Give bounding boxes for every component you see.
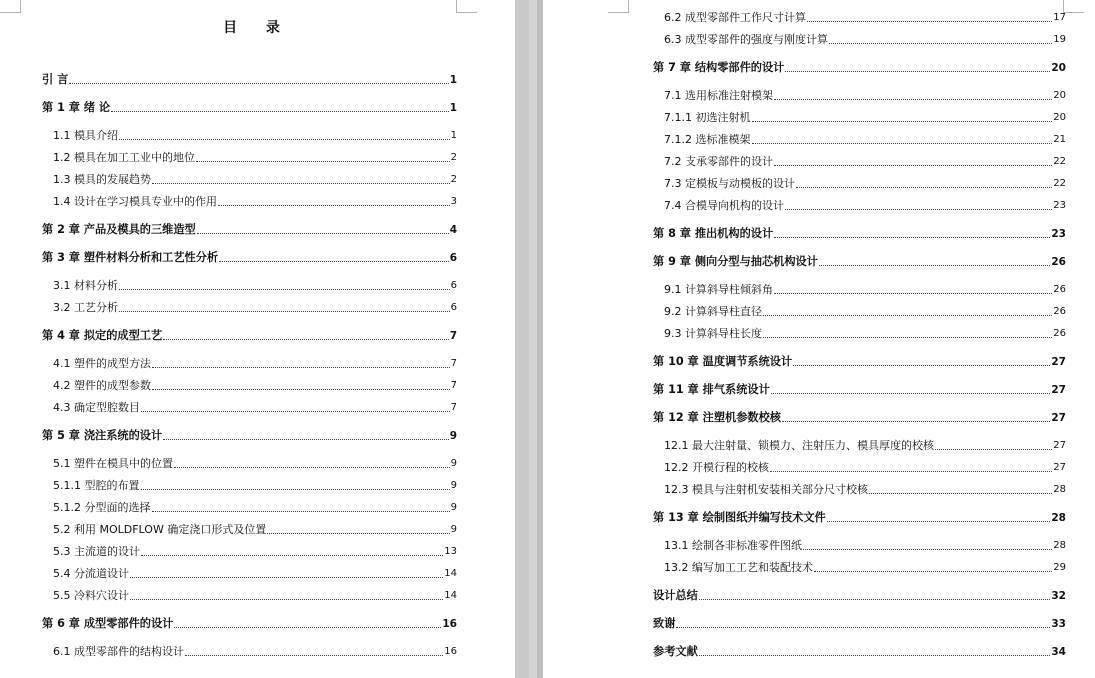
toc-section-entry[interactable] <box>664 561 1066 575</box>
toc-entry-label: 第 8 章 推出机构的设计 <box>653 227 774 240</box>
toc-dot-leader <box>807 21 1052 22</box>
toc-chapter-entry[interactable] <box>653 383 1066 397</box>
toc-dot-leader <box>196 161 450 162</box>
toc-page-number: 9 <box>450 524 457 535</box>
toc-page-number: 20 <box>1053 112 1066 123</box>
toc-page-number: 28 <box>1053 484 1066 495</box>
toc-dot-leader <box>793 365 1050 366</box>
toc-section-entry[interactable] <box>53 195 457 209</box>
toc-entry-label: 5.2 利用 MOLDFLOW 确定浇口形式及位置 <box>53 523 267 536</box>
toc-section-entry[interactable] <box>53 501 457 515</box>
toc-dot-leader <box>163 439 449 440</box>
toc-page-number: 6 <box>449 252 457 264</box>
toc-title: 目 录 <box>223 20 292 36</box>
toc-entry-label: 7.4 合模导向机构的设计 <box>664 199 784 212</box>
toc-dot-leader <box>827 521 1051 522</box>
toc-page-number: 1 <box>449 102 457 114</box>
toc-section-entry[interactable] <box>664 283 1066 297</box>
page-gutter <box>515 0 543 678</box>
toc-dot-leader <box>130 599 443 600</box>
toc-page-number: 9 <box>450 502 457 513</box>
toc-page-number: 22 <box>1053 178 1066 189</box>
toc-page-number: 23 <box>1051 228 1066 240</box>
toc-chapter-entry[interactable] <box>42 223 457 237</box>
toc-page-number: 13 <box>444 546 457 557</box>
toc-entry-label: 7.3 定模板与动模板的设计 <box>664 177 795 190</box>
toc-entry-label: 5.1.1 型腔的布置 <box>53 479 140 492</box>
toc-entry-label: 5.3 主流道的设计 <box>53 545 140 558</box>
toc-dot-leader <box>141 411 450 412</box>
toc-section-entry[interactable] <box>53 151 457 165</box>
toc-dot-leader <box>770 471 1052 472</box>
toc-page-number: 6 <box>450 280 457 291</box>
toc-dot-leader <box>119 311 450 312</box>
toc-chapter-entry[interactable] <box>653 645 1066 659</box>
toc-page-number: 32 <box>1051 590 1066 602</box>
toc-entry-label: 7.1.1 初选注射机 <box>664 111 751 124</box>
toc-section-entry[interactable] <box>664 155 1066 169</box>
toc-entry-label: 第 7 章 结构零部件的设计 <box>653 61 785 74</box>
toc-page-number: 21 <box>1053 134 1066 145</box>
toc-entry-label: 第 6 章 成型零部件的设计 <box>42 617 174 630</box>
toc-dot-leader <box>174 467 450 468</box>
toc-page-number: 34 <box>1051 646 1066 658</box>
toc-entry-label: 12.3 模具与注射机安装相关部分尺寸校核 <box>664 483 868 496</box>
toc-page-number: 20 <box>1051 62 1066 74</box>
toc-section-entry[interactable] <box>664 539 1066 553</box>
toc-dot-leader <box>803 549 1052 550</box>
toc-section-entry[interactable] <box>664 33 1066 47</box>
toc-entry-label: 致谢 <box>653 617 676 630</box>
toc-entry-label: 13.1 绘制各非标准零件图纸 <box>664 539 802 552</box>
toc-entry-label: 5.4 分流道设计 <box>53 567 129 580</box>
toc-section-entry[interactable] <box>664 199 1066 213</box>
toc-page-number: 26 <box>1051 256 1066 268</box>
toc-chapter-entry[interactable] <box>653 227 1066 241</box>
toc-chapter-entry[interactable] <box>42 329 457 343</box>
toc-dot-leader <box>130 577 443 578</box>
toc-entry-label: 第 1 章 绪 论 <box>42 101 111 114</box>
toc-dot-leader <box>152 183 450 184</box>
toc-dot-leader <box>785 209 1052 210</box>
toc-dot-leader <box>152 367 450 368</box>
toc-chapter-entry[interactable] <box>653 255 1066 269</box>
toc-dot-leader <box>935 449 1052 450</box>
toc-page-number: 29 <box>1053 562 1066 573</box>
toc-dot-leader <box>676 627 1050 628</box>
toc-page-number: 28 <box>1051 512 1066 524</box>
toc-page-number: 19 <box>1053 34 1066 45</box>
toc-chapter-entry[interactable] <box>42 617 457 631</box>
toc-chapter-entry[interactable] <box>653 511 1066 525</box>
toc-entry-label: 7.2 支承零部件的设计 <box>664 155 773 168</box>
toc-section-entry[interactable] <box>53 379 457 393</box>
toc-entry-label: 参考文献 <box>653 645 698 658</box>
toc-page-number: 4 <box>449 224 457 236</box>
toc-section-entry[interactable] <box>53 129 457 143</box>
toc-chapter-entry[interactable] <box>653 589 1066 603</box>
toc-entry-label: 7.1.2 选标准模架 <box>664 133 751 146</box>
toc-page-number: 9 <box>450 458 457 469</box>
toc-page-number: 22 <box>1053 156 1066 167</box>
toc-page-number: 6 <box>450 302 457 313</box>
toc-section-entry[interactable] <box>53 479 457 493</box>
toc-section-entry[interactable] <box>53 545 457 559</box>
toc-page-number: 27 <box>1051 356 1066 368</box>
toc-page-number: 3 <box>450 196 457 207</box>
toc-section-entry[interactable] <box>664 111 1066 125</box>
toc-entry-label: 第 10 章 温度调节系统设计 <box>653 355 793 368</box>
toc-section-entry[interactable] <box>53 567 457 581</box>
toc-page-number: 9 <box>449 430 457 442</box>
toc-chapter-entry[interactable] <box>653 355 1066 369</box>
toc-dot-leader <box>69 83 448 84</box>
toc-entry-label: 第 2 章 产品及模具的三维造型 <box>42 223 196 236</box>
toc-dot-leader <box>163 339 449 340</box>
toc-chapter-entry[interactable] <box>42 73 457 87</box>
toc-dot-leader <box>152 389 450 390</box>
toc-dot-leader <box>771 393 1051 394</box>
toc-dot-leader <box>763 315 1052 316</box>
toc-dot-leader <box>185 655 443 656</box>
crop-mark-top-right <box>456 0 477 13</box>
toc-entry-label: 第 12 章 注塑机参数校核 <box>653 411 781 424</box>
toc-section-entry[interactable] <box>664 133 1066 147</box>
toc-dot-leader <box>141 555 443 556</box>
toc-dot-leader <box>197 233 449 234</box>
toc-entry-label: 引 言 <box>42 73 69 86</box>
toc-entry-label: 第 13 章 绘制图纸并编写技术文件 <box>653 511 826 524</box>
toc-entry-label: 9.1 计算斜导柱倾斜角 <box>664 283 773 296</box>
toc-page-number: 33 <box>1051 618 1066 630</box>
toc-page-number: 14 <box>444 590 457 601</box>
toc-dot-leader <box>774 99 1052 100</box>
gutter-shadow-left <box>515 0 529 678</box>
toc-dot-leader <box>152 511 450 512</box>
toc-entry-label: 5.1.2 分型面的选择 <box>53 501 151 514</box>
toc-page-number: 27 <box>1051 412 1066 424</box>
toc-entry-label: 1.4 设计在学习模具专业中的作用 <box>53 195 217 208</box>
toc-dot-leader <box>219 261 449 262</box>
toc-dot-leader <box>796 187 1052 188</box>
toc-chapter-entry[interactable] <box>42 251 457 265</box>
toc-page-number: 14 <box>444 568 457 579</box>
toc-entry-label: 7.1 选用标准注射模架 <box>664 89 773 102</box>
toc-page-number: 17 <box>1053 12 1066 23</box>
toc-page-number: 20 <box>1053 90 1066 101</box>
toc-entry-label: 9.2 计算斜导柱直径 <box>664 305 762 318</box>
toc-entry-label: 1.1 模具介绍 <box>53 129 118 142</box>
toc-dot-leader <box>699 599 1051 600</box>
toc-dot-leader <box>752 121 1053 122</box>
toc-entry-label: 6.2 成型零部件工作尺寸计算 <box>664 11 806 24</box>
toc-entry-label: 4.1 塑件的成型方法 <box>53 357 151 370</box>
document-page-right <box>543 0 1095 678</box>
toc-page-number: 27 <box>1053 462 1066 473</box>
toc-dot-leader <box>218 205 450 206</box>
toc-chapter-entry[interactable] <box>42 429 457 443</box>
toc-chapter-entry[interactable] <box>653 411 1066 425</box>
toc-entry-label: 3.2 工艺分析 <box>53 301 118 314</box>
toc-section-entry[interactable] <box>664 305 1066 319</box>
toc-page-number: 16 <box>442 618 457 630</box>
toc-dot-leader <box>141 489 450 490</box>
toc-dot-leader <box>785 71 1050 72</box>
toc-dot-leader <box>763 337 1052 338</box>
toc-dot-leader <box>699 655 1051 656</box>
toc-entry-label: 4.2 塑件的成型参数 <box>53 379 151 392</box>
toc-dot-leader <box>267 533 449 534</box>
toc-entry-label: 第 3 章 塑件材料分析和工艺性分析 <box>42 251 219 264</box>
toc-section-entry[interactable] <box>53 457 457 471</box>
toc-dot-leader <box>774 237 1050 238</box>
toc-section-entry[interactable] <box>664 11 1066 25</box>
toc-page-number: 2 <box>450 152 457 163</box>
toc-section-entry[interactable] <box>53 401 457 415</box>
toc-page-number: 1 <box>449 74 457 86</box>
toc-dot-leader <box>869 493 1052 494</box>
toc-section-entry[interactable] <box>53 173 457 187</box>
toc-page-number: 27 <box>1051 384 1066 396</box>
toc-entry-label: 5.5 冷料穴设计 <box>53 589 129 602</box>
toc-entry-label: 12.2 开模行程的校核 <box>664 461 769 474</box>
toc-section-entry[interactable] <box>53 301 457 315</box>
toc-entry-label: 1.2 模具在加工工业中的地位 <box>53 151 195 164</box>
toc-chapter-entry[interactable] <box>653 617 1066 631</box>
toc-page-number: 26 <box>1053 328 1066 339</box>
toc-dot-leader <box>174 627 441 628</box>
toc-dot-leader <box>119 289 450 290</box>
toc-dot-leader <box>829 43 1052 44</box>
toc-dot-leader <box>119 139 450 140</box>
toc-dot-leader <box>111 111 449 112</box>
toc-page-number: 26 <box>1053 284 1066 295</box>
toc-section-entry[interactable] <box>53 279 457 293</box>
toc-entry-label: 第 9 章 侧向分型与抽芯机构设计 <box>653 255 818 268</box>
toc-entry-label: 1.3 模具的发展趋势 <box>53 173 151 186</box>
toc-section-entry[interactable] <box>53 589 457 603</box>
toc-section-entry[interactable] <box>53 645 457 659</box>
toc-page-number: 28 <box>1053 540 1066 551</box>
toc-page-number: 1 <box>450 130 457 141</box>
toc-entry-label: 6.3 成型零部件的强度与刚度计算 <box>664 33 828 46</box>
toc-entry-label: 5.1 塑件在模具中的位置 <box>53 457 173 470</box>
toc-entry-label: 第 11 章 排气系统设计 <box>653 383 770 396</box>
toc-page-number: 9 <box>450 480 457 491</box>
toc-entry-label: 3.1 材料分析 <box>53 279 118 292</box>
toc-section-entry[interactable] <box>664 461 1066 475</box>
toc-entry-label: 第 5 章 浇注系统的设计 <box>42 429 163 442</box>
toc-section-entry[interactable] <box>664 177 1066 191</box>
toc-page-number: 16 <box>444 646 457 657</box>
toc-chapter-entry[interactable] <box>42 101 457 115</box>
toc-page-number: 27 <box>1053 440 1066 451</box>
toc-dot-leader <box>774 165 1052 166</box>
toc-entry-label: 设计总结 <box>653 589 698 602</box>
toc-page-number: 7 <box>449 330 457 342</box>
toc-page-number: 7 <box>450 402 457 413</box>
toc-page-number: 23 <box>1053 200 1066 211</box>
toc-entry-label: 4.3 确定型腔数目 <box>53 401 140 414</box>
toc-dot-leader <box>814 571 1052 572</box>
toc-dot-leader <box>819 265 1050 266</box>
crop-mark-top-left <box>608 0 629 13</box>
toc-entry-label: 6.1 成型零部件的结构设计 <box>53 645 184 658</box>
toc-dot-leader <box>752 143 1053 144</box>
toc-page-number: 26 <box>1053 306 1066 317</box>
toc-chapter-entry[interactable] <box>653 61 1066 75</box>
toc-section-entry[interactable] <box>664 483 1066 497</box>
toc-page-number: 2 <box>450 174 457 185</box>
toc-section-entry[interactable] <box>53 523 457 537</box>
toc-entry-label: 9.3 计算斜导柱长度 <box>664 327 762 340</box>
crop-mark-top-left <box>0 0 21 13</box>
toc-page-number: 7 <box>450 380 457 391</box>
toc-section-entry[interactable] <box>53 357 457 371</box>
toc-entry-label: 12.1 最大注射量、锁模力、注射压力、模具厚度的校核 <box>664 439 934 452</box>
toc-dot-leader <box>774 293 1052 294</box>
crop-mark-top-right <box>1063 0 1084 13</box>
toc-entry-label: 13.2 编写加工工艺和装配技术 <box>664 561 813 574</box>
toc-page-number: 7 <box>450 358 457 369</box>
toc-dot-leader <box>782 421 1050 422</box>
document-page-left <box>0 0 515 678</box>
toc-section-entry[interactable] <box>664 439 1066 453</box>
toc-section-entry[interactable] <box>664 327 1066 341</box>
toc-section-entry[interactable] <box>664 89 1066 103</box>
toc-entry-label: 第 4 章 拟定的成型工艺 <box>42 329 163 342</box>
